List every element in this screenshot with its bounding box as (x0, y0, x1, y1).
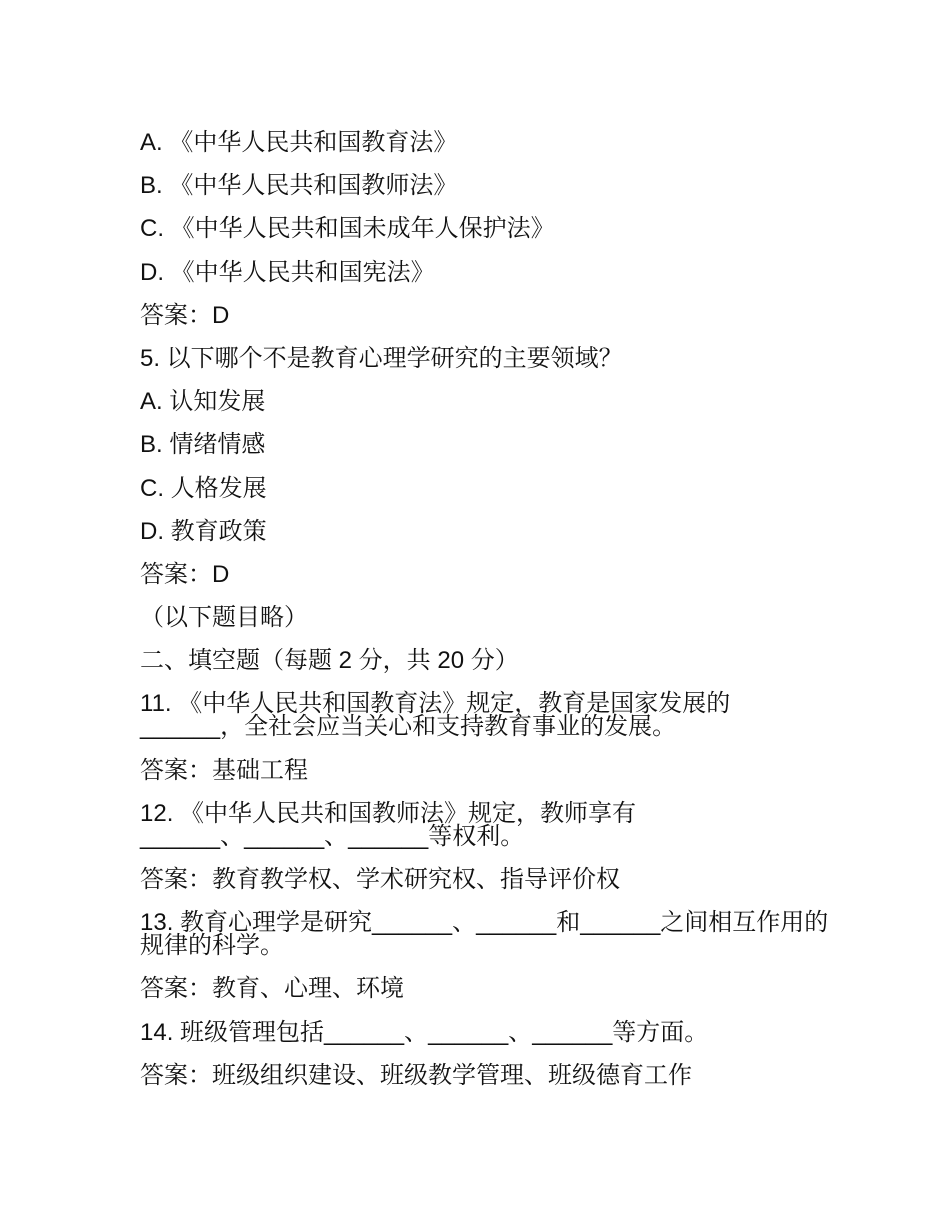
fill-question-11 (140, 690, 920, 741)
fill-question-12 (140, 799, 920, 850)
omitted-note: （以下题目略） (140, 604, 308, 632)
question-line: 13. 教育心理学是研究______、______和______之间相互作用的 (140, 909, 829, 937)
q5-answer: 答案：D (140, 560, 230, 588)
question-line: 12. 《中华人民共和国教师法》规定，教师享有 (140, 799, 637, 827)
question-line: 11. 《中华人民共和国教育法》规定，教育是国家发展的 (140, 690, 731, 718)
fill-answer-11: 答案：基础工程 (140, 756, 308, 784)
q4-option-a: A. 《中华人民共和国教育法》 (140, 129, 458, 156)
question-line: 规律的科学。 (140, 932, 284, 960)
q4-option-c: C. 《中华人民共和国未成年人保护法》 (140, 215, 555, 243)
fill-answer-14: 答案：班级组织建设、班级教学管理、班级德育工作 (140, 1061, 692, 1089)
fill-answer-13: 答案：教育、心理、环境 (140, 975, 404, 1003)
q5-question: 5. 以下哪个不是教育心理学研究的主要领域？ (140, 344, 623, 372)
question-line: ______，全社会应当关心和支持教育事业的发展。 (140, 713, 677, 741)
q5-option-a: A. 认知发展 (140, 388, 266, 416)
question-line: 14. 班级管理包括______、______、______等方面。 (140, 1018, 709, 1046)
fill-question-13 (140, 909, 920, 960)
document-page (140, 131, 920, 1107)
q5-option-b: B. 情绪情感 (140, 431, 266, 459)
fill-answer-12: 答案：教育教学权、学术研究权、指导评价权 (140, 866, 620, 893)
q4-option-b: B. 《中华人民共和国教师法》 (140, 172, 458, 200)
section-heading: 二、填空题（每题 2 分，共 20 分） (140, 647, 519, 675)
question-line: ______、______、______等权利。 (140, 822, 525, 850)
fill-question-14 (140, 1018, 920, 1046)
q4-answer: 答案：D (140, 301, 230, 329)
q4-option-d: D. 《中华人民共和国宪法》 (140, 258, 435, 286)
q5-option-c: C. 人格发展 (140, 474, 267, 502)
q5-option-d: D. 教育政策 (140, 517, 267, 545)
